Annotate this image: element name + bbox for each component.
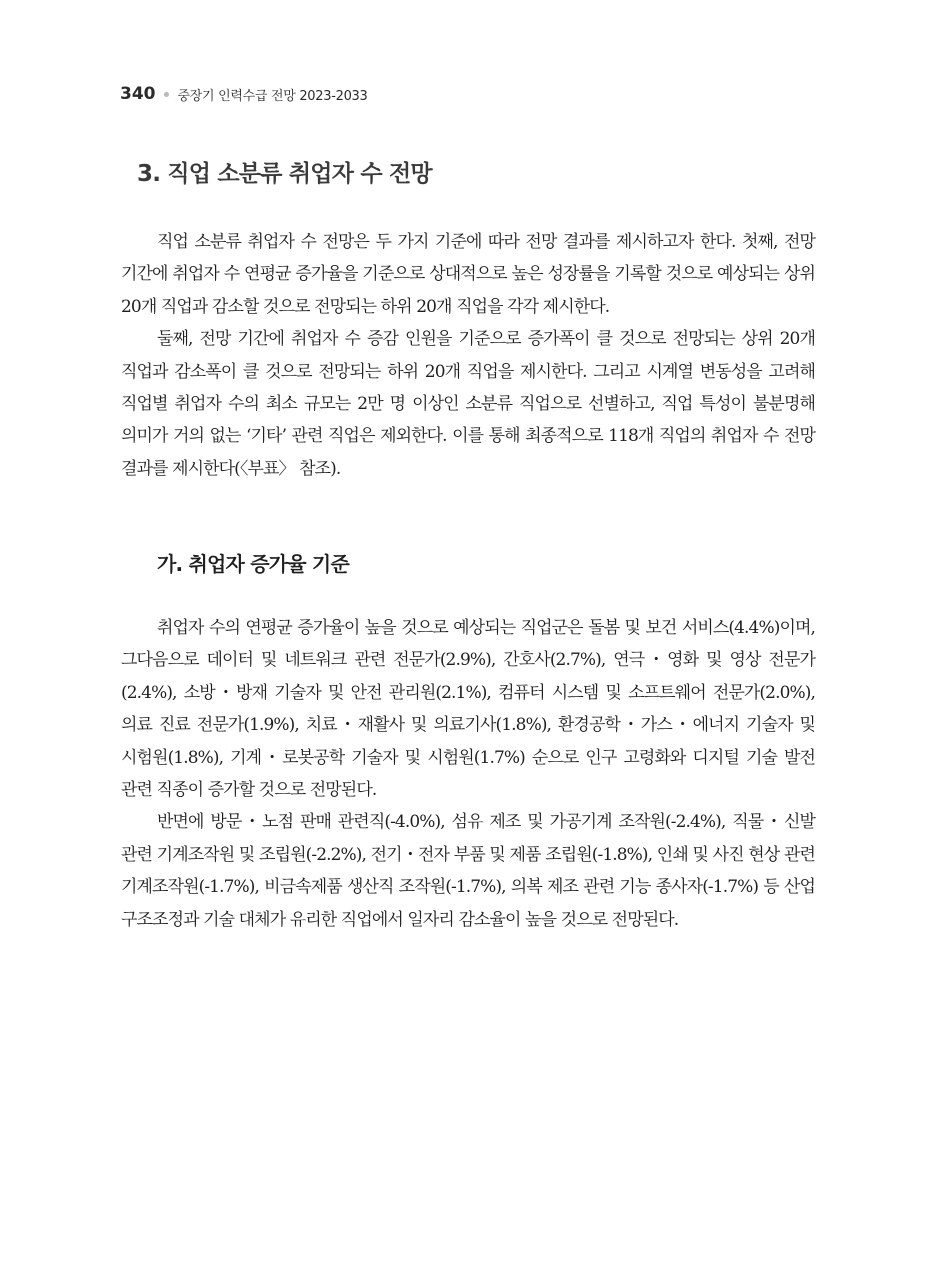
subsection-paragraph-1: 취업자 수의 연평균 증가율이 높을 것으로 예상되는 직업군은 돌봄 및 보건 서비스(4.4%)이며, 그다음으로 데이터 및 네트워크 관련 전문가(2.9%), 간호사(2.7%), 연극・영화 및 영상 전문가(2.4%), 소방・방재 기술자 및 안전 관리원(2.1%), 컴퓨터 시스템 및 소프트웨어 전문가(2.0%), 의료 진료 전문가(1.9%), 치료・재활사 및 의료기사(1.8%), 환경공학・가스・에너지 기술자 및 시험원(1.8%), 기계・로봇공학 기술자 및 시험원(1.7%) 순으로 인구 고령화와 디지털 기술 발전 관련 직종이 증가할 것으로 전망된다. [121, 618, 815, 801]
page-number: 340 [120, 84, 156, 104]
bullet-dot-icon [164, 92, 169, 97]
section-paragraph-2: 둘째, 전망 기간에 취업자 수 증감 인원을 기준으로 증가폭이 클 것으로 전망되는 상위 20개 직업과 감소폭이 클 것으로 전망되는 하위 20개 직업을 제시한다. 그리고 시계열 변동성을 고려해 직업별 취업자 수의 최소 규모는 2만 명 이상인 소분류 직업으로 선별하고, 직업 특성이 불분명해 의미가 거의 없는 ‘기타’ 관련 직업은 제외한다. 이를 통해 최종적으로 118개 직업의 취업자 수 전망 결과를 제시한다(〈부표〉 참조). [121, 329, 815, 479]
running-header [120, 84, 367, 104]
section-body [121, 226, 815, 485]
subsection-title: 가. 취업자 증가율 기준 [157, 552, 349, 576]
section-paragraph-1: 직업 소분류 취업자 수 전망은 두 가지 기준에 따라 전망 결과를 제시하고자 한다. 첫째, 전망 기간에 취업자 수 연평균 증가율을 기준으로 상대적으로 높은 성장률을 기록할 것으로 예상되는 상위 20개 직업과 감소할 것으로 전망되는 하위 20개 직업을 각각 제시한다. [121, 232, 815, 317]
section-title: 3. 직업 소분류 취업자 수 전망 [137, 161, 432, 187]
subsection-body [121, 612, 815, 936]
subsection-paragraph-2: 반면에 방문・노점 판매 관련직(-4.0%), 섬유 제조 및 가공기계 조작원(-2.4%), 직물・신발 관련 기계조작원 및 조립원(-2.2%), 전기・전자 부품 및 제품 조립원(-1.8%), 인쇄 및 사진 현상 관련 기계조작원(-1.7%), 비금속제품 생산직 조작원(-1.7%), 의복 제조 관련 기능 종사자(-1.7%) 등 산업 구조조정과 기술 대체가 유리한 직업에서 일자리 감소율이 높을 것으로 전망된다. [121, 812, 815, 930]
book-title: 중장기 인력수급 전망 2023-2033 [177, 88, 368, 104]
